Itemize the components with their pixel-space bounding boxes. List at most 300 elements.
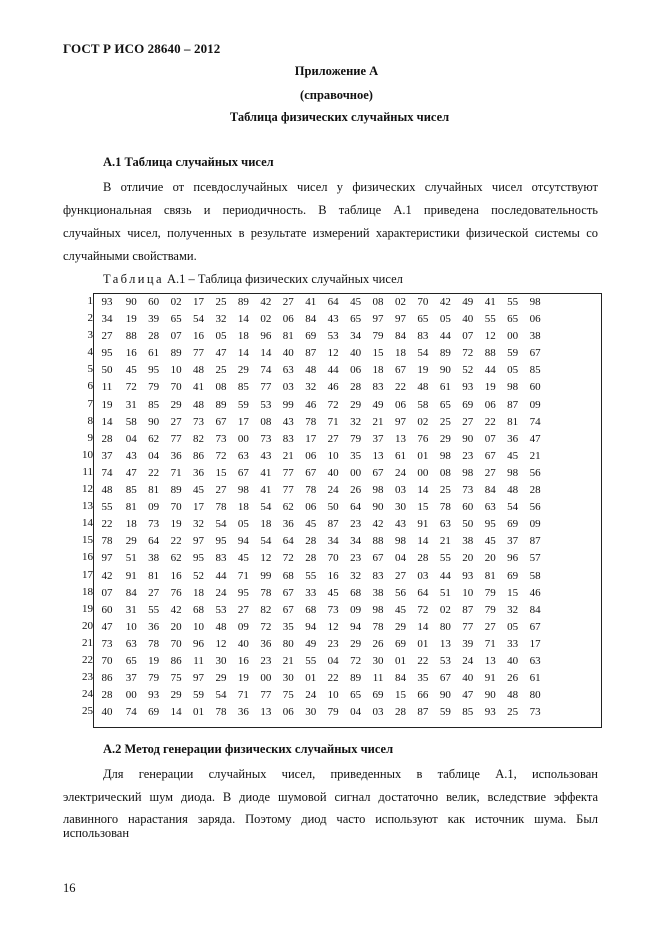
table-cell: 48 <box>507 484 519 497</box>
table-cell: 21 <box>282 654 294 667</box>
table-cell: 16 <box>193 330 205 343</box>
table-cell: 09 <box>148 501 160 514</box>
table-cell: 11 <box>101 381 113 394</box>
table-cell: 08 <box>439 466 451 479</box>
table-cell: 44 <box>327 364 339 377</box>
table-cell: 05 <box>439 313 451 326</box>
table-cell: 83 <box>372 569 384 582</box>
table-cell: 28 <box>394 706 406 719</box>
table-cell: 19 <box>170 518 182 531</box>
table-row <box>94 379 601 396</box>
table-cell: 97 <box>193 535 205 548</box>
table-cell: 98 <box>394 535 406 548</box>
table-cell: 83 <box>417 330 429 343</box>
table-cell: 43 <box>125 449 137 462</box>
table-cell: 38 <box>462 535 474 548</box>
table-cell: 00 <box>260 672 272 685</box>
table-cell: 09 <box>350 603 362 616</box>
table-cell: 07 <box>170 330 182 343</box>
table-cell: 63 <box>484 501 496 514</box>
table-cell: 80 <box>529 689 541 702</box>
table-cell: 36 <box>237 706 249 719</box>
table-cell: 15 <box>507 586 519 599</box>
table-cell: 44 <box>484 364 496 377</box>
table-cell: 05 <box>507 364 519 377</box>
table-cell: 78 <box>372 620 384 633</box>
page-number: 16 <box>63 881 76 895</box>
table-cell: 77 <box>260 381 272 394</box>
table-cell: 79 <box>327 706 339 719</box>
table-cell: 47 <box>215 347 227 360</box>
table-cell: 29 <box>237 364 249 377</box>
table-cell: 55 <box>305 569 317 582</box>
table-cell: 62 <box>148 432 160 445</box>
table-cell: 27 <box>484 466 496 479</box>
table-cell: 23 <box>350 518 362 531</box>
row-number: 14 <box>82 517 93 530</box>
table-cell: 45 <box>125 364 137 377</box>
table-cell: 66 <box>417 689 429 702</box>
table-cell: 89 <box>350 672 362 685</box>
row-number: 11 <box>82 465 93 478</box>
table-cell: 07 <box>101 586 113 599</box>
table-cell: 73 <box>529 706 541 719</box>
table-cell: 43 <box>282 415 294 428</box>
table-cell: 51 <box>125 552 137 565</box>
table-cell: 73 <box>148 518 160 531</box>
table-cell: 06 <box>394 398 406 411</box>
table-cell: 88 <box>484 347 496 360</box>
table-cell: 81 <box>484 569 496 582</box>
table-cell: 47 <box>529 432 541 445</box>
table-row <box>94 550 601 567</box>
table-cell: 19 <box>417 364 429 377</box>
table-cell: 72 <box>125 381 137 394</box>
table-cell: 81 <box>148 484 160 497</box>
table-cell: 78 <box>305 415 317 428</box>
table-cell: 70 <box>170 637 182 650</box>
table-cell: 21 <box>282 449 294 462</box>
table-row <box>94 585 601 602</box>
table-cell: 21 <box>372 415 384 428</box>
table-caption-label: Таблица <box>103 272 164 286</box>
table-cell: 27 <box>327 432 339 445</box>
table-cell: 45 <box>394 603 406 616</box>
table-row <box>94 397 601 414</box>
table-cell: 65 <box>417 313 429 326</box>
table-cell: 19 <box>484 381 496 394</box>
table-cell: 98 <box>462 466 474 479</box>
table-cell: 19 <box>125 313 137 326</box>
table-row <box>94 311 601 328</box>
table-cell: 98 <box>529 296 541 308</box>
table-cell: 99 <box>282 398 294 411</box>
row-number: 19 <box>82 602 93 615</box>
row-number: 2 <box>87 312 93 325</box>
table-cell: 23 <box>260 654 272 667</box>
table-cell: 38 <box>148 552 160 565</box>
table-cell: 56 <box>529 501 541 514</box>
table-cell: 64 <box>327 296 339 308</box>
row-number: 8 <box>87 414 93 427</box>
table-cell: 11 <box>193 654 204 667</box>
table-cell: 95 <box>237 586 249 599</box>
table-cell: 28 <box>417 552 429 565</box>
table-cell: 80 <box>439 620 451 633</box>
table-cell: 04 <box>125 432 137 445</box>
table-row <box>94 482 601 499</box>
table-cell: 70 <box>170 501 182 514</box>
table-cell: 06 <box>529 313 541 326</box>
table-cell: 87 <box>529 535 541 548</box>
row-number: 23 <box>82 671 93 684</box>
table-cell: 29 <box>170 689 182 702</box>
table-cell: 54 <box>260 501 272 514</box>
table-cell: 43 <box>260 449 272 462</box>
table-cell: 95 <box>148 364 160 377</box>
table-cell: 27 <box>237 603 249 616</box>
table-cell: 72 <box>215 449 227 462</box>
table-cell: 79 <box>148 672 160 685</box>
table-cell: 97 <box>394 313 406 326</box>
table-cell: 97 <box>193 672 205 685</box>
table-cell: 32 <box>350 415 362 428</box>
table-cell: 71 <box>484 637 496 650</box>
table-cell: 02 <box>439 603 451 616</box>
table-cell: 76 <box>417 432 429 445</box>
table-cell: 45 <box>193 484 205 497</box>
table-cell: 28 <box>305 552 317 565</box>
table-cell: 48 <box>507 689 519 702</box>
table-cell: 75 <box>170 672 182 685</box>
table-cell: 96 <box>507 552 519 565</box>
table-cell: 30 <box>282 672 294 685</box>
table-row <box>94 328 601 345</box>
table-cell: 48 <box>193 364 205 377</box>
table-cell: 17 <box>305 432 317 445</box>
table-cell: 72 <box>260 620 272 633</box>
table-cell: 02 <box>260 313 272 326</box>
table-cell: 16 <box>170 569 182 582</box>
table-cell: 00 <box>237 432 249 445</box>
table-cell: 25 <box>507 706 519 719</box>
table-cell: 41 <box>484 296 496 308</box>
table-cell: 99 <box>260 569 272 582</box>
table-cell: 16 <box>125 347 137 360</box>
table-cell: 40 <box>350 347 362 360</box>
table-cell: 98 <box>372 603 384 616</box>
table-cell: 08 <box>372 296 384 308</box>
table-cell: 09 <box>529 398 541 411</box>
table-cell: 02 <box>394 296 406 308</box>
table-cell: 01 <box>417 449 429 462</box>
table-cell: 89 <box>170 347 182 360</box>
table-cell: 35 <box>350 449 362 462</box>
table-cell: 60 <box>101 603 113 616</box>
table-row <box>94 345 601 362</box>
paragraph-line: случайными свойствами. <box>63 249 197 263</box>
table-cell: 01 <box>417 637 429 650</box>
table-cell: 77 <box>462 620 474 633</box>
table-cell: 23 <box>327 637 339 650</box>
table-cell: 87 <box>462 603 474 616</box>
table-cell: 50 <box>462 518 474 531</box>
table-row <box>94 533 601 550</box>
table-cell: 74 <box>529 415 541 428</box>
table-cell: 36 <box>148 620 160 633</box>
table-cell: 64 <box>282 535 294 548</box>
table-cell: 14 <box>101 415 113 428</box>
table-cell: 78 <box>215 706 227 719</box>
table-cell: 73 <box>462 484 474 497</box>
table-cell: 27 <box>101 330 113 343</box>
table-cell: 59 <box>439 706 451 719</box>
table-cell: 86 <box>193 449 205 462</box>
table-cell: 67 <box>215 415 227 428</box>
table-cell: 18 <box>394 347 406 360</box>
table-cell: 49 <box>462 296 474 308</box>
table-cell: 58 <box>529 569 541 582</box>
table-cell: 90 <box>439 364 451 377</box>
table-cell: 90 <box>462 432 474 445</box>
table-cell: 95 <box>215 535 227 548</box>
table-cell: 36 <box>507 432 519 445</box>
table-cell: 56 <box>394 586 406 599</box>
table-cell: 95 <box>193 552 205 565</box>
table-cell: 22 <box>101 518 113 531</box>
table-cell: 35 <box>417 672 429 685</box>
table-cell: 90 <box>439 689 451 702</box>
table-cell: 76 <box>170 586 182 599</box>
table-cell: 69 <box>462 398 474 411</box>
table-cell: 67 <box>372 552 384 565</box>
table-cell: 45 <box>350 296 362 308</box>
table-cell: 29 <box>350 637 362 650</box>
table-cell: 72 <box>417 603 429 616</box>
table-cell: 61 <box>148 347 160 360</box>
table-cell: 02 <box>417 415 429 428</box>
table-cell: 24 <box>394 466 406 479</box>
table-cell: 64 <box>350 501 362 514</box>
table-cell: 03 <box>394 484 406 497</box>
table-cell: 77 <box>282 466 294 479</box>
table-cell: 63 <box>125 637 137 650</box>
table-cell: 28 <box>148 330 160 343</box>
table-cell: 67 <box>484 449 496 462</box>
table-cell: 18 <box>372 364 384 377</box>
table-cell: 85 <box>125 484 137 497</box>
table-cell: 70 <box>327 552 339 565</box>
table-cell: 81 <box>282 330 294 343</box>
table-cell: 84 <box>394 330 406 343</box>
table-cell: 67 <box>282 603 294 616</box>
table-cell: 10 <box>327 689 339 702</box>
table-cell: 69 <box>507 569 519 582</box>
table-cell: 98 <box>372 484 384 497</box>
table-cell: 70 <box>417 296 429 308</box>
table-cell: 40 <box>327 466 339 479</box>
row-number: 22 <box>82 653 93 666</box>
paragraph-line: электрический шум диода. В диоде шумовой сигнал достаточно велик, вследствие эффекта <box>63 790 598 804</box>
table-row <box>94 670 601 687</box>
table-cell: 91 <box>484 672 496 685</box>
table-cell: 22 <box>327 672 339 685</box>
table-cell: 42 <box>101 569 113 582</box>
table-cell: 27 <box>282 296 294 308</box>
table-cell: 13 <box>484 654 496 667</box>
table-cell: 46 <box>305 398 317 411</box>
table-cell: 42 <box>260 296 272 308</box>
table-cell: 33 <box>507 637 519 650</box>
table-cell: 34 <box>350 535 362 548</box>
table-cell: 27 <box>170 415 182 428</box>
table-cell: 18 <box>260 518 272 531</box>
table-cell: 93 <box>148 689 160 702</box>
table-cell: 54 <box>417 347 429 360</box>
paragraph-line: случайных чисел, полученных в результате измерений характеристики физической системы со <box>63 226 598 240</box>
row-number-column <box>67 293 93 720</box>
table-cell: 01 <box>305 672 317 685</box>
table-cell: 73 <box>260 432 272 445</box>
table-cell: 13 <box>439 637 451 650</box>
table-cell: 27 <box>215 484 227 497</box>
table-cell: 86 <box>101 672 113 685</box>
table-cell: 98 <box>507 466 519 479</box>
table-cell: 04 <box>327 654 339 667</box>
table-cell: 25 <box>439 415 451 428</box>
table-cell: 79 <box>148 381 160 394</box>
table-cell: 22 <box>148 466 160 479</box>
table-cell: 23 <box>350 552 362 565</box>
table-cell: 40 <box>507 654 519 667</box>
table-cell: 05 <box>507 620 519 633</box>
table-cell: 71 <box>327 415 339 428</box>
table-row <box>94 465 601 482</box>
table-cell: 32 <box>305 381 317 394</box>
row-number: 24 <box>82 688 93 701</box>
row-number: 4 <box>87 346 93 359</box>
table-cell: 40 <box>462 313 474 326</box>
table-cell: 47 <box>462 689 474 702</box>
table-cell: 19 <box>101 398 113 411</box>
table-cell: 02 <box>170 296 182 308</box>
table-cell: 51 <box>439 586 451 599</box>
table-caption-text: А.1 – Таблица физических случайных чисел <box>163 272 403 286</box>
table-cell: 48 <box>215 620 227 633</box>
table-cell: 17 <box>529 637 541 650</box>
table-cell: 34 <box>327 535 339 548</box>
row-number: 25 <box>82 705 93 718</box>
table-cell: 40 <box>462 672 474 685</box>
table-cell: 47 <box>125 466 137 479</box>
table-cell: 29 <box>215 672 227 685</box>
table-cell: 39 <box>148 313 160 326</box>
table-cell: 03 <box>417 569 429 582</box>
paragraph-line: лавинного нарастания заряда. Поэтому диод часто используют как источник шума. Был использован <box>63 812 598 840</box>
table-cell: 25 <box>215 364 227 377</box>
table-cell: 70 <box>170 381 182 394</box>
table-cell: 26 <box>350 484 362 497</box>
table-cell: 05 <box>215 330 227 343</box>
table-cell: 15 <box>394 689 406 702</box>
table-cell: 79 <box>484 586 496 599</box>
table-cell: 26 <box>507 672 519 685</box>
table-cell: 12 <box>327 620 339 633</box>
table-cell: 00 <box>125 689 137 702</box>
table-cell: 84 <box>484 484 496 497</box>
table-cell: 38 <box>529 330 541 343</box>
table-cell: 14 <box>260 347 272 360</box>
table-cell: 12 <box>215 637 227 650</box>
table-cell: 77 <box>193 347 205 360</box>
table-cell: 73 <box>215 432 227 445</box>
table-cell: 09 <box>237 620 249 633</box>
table-row <box>94 516 601 533</box>
table-cell: 87 <box>327 518 339 531</box>
table-cell: 29 <box>394 620 406 633</box>
table-cell: 65 <box>125 654 137 667</box>
table-cell: 22 <box>484 415 496 428</box>
table-cell: 78 <box>148 637 160 650</box>
table-cell: 67 <box>439 672 451 685</box>
table-cell: 10 <box>170 364 182 377</box>
table-cell: 79 <box>372 330 384 343</box>
table-cell: 72 <box>327 398 339 411</box>
table-cell: 34 <box>350 330 362 343</box>
table-cell: 04 <box>394 552 406 565</box>
section-1-title: А.1 Таблица случайных чисел <box>103 155 274 169</box>
table-cell: 77 <box>282 484 294 497</box>
table-cell: 82 <box>260 603 272 616</box>
table-cell: 62 <box>282 501 294 514</box>
table-row <box>94 653 601 670</box>
table-cell: 46 <box>327 381 339 394</box>
table-cell: 01 <box>193 706 205 719</box>
table-cell: 85 <box>237 381 249 394</box>
table-cell: 58 <box>125 415 137 428</box>
table-cell: 65 <box>507 313 519 326</box>
table-cell: 08 <box>215 381 227 394</box>
table-cell: 70 <box>101 654 113 667</box>
table-cell: 06 <box>282 706 294 719</box>
row-number: 1 <box>87 295 93 307</box>
table-cell: 59 <box>237 398 249 411</box>
table-row <box>94 704 601 721</box>
table-cell: 64 <box>148 535 160 548</box>
table-cell: 88 <box>125 330 137 343</box>
table-cell: 32 <box>350 569 362 582</box>
table-cell: 37 <box>372 432 384 445</box>
table-cell: 72 <box>282 552 294 565</box>
table-cell: 35 <box>282 620 294 633</box>
row-number: 17 <box>82 568 93 581</box>
table-cell: 01 <box>394 654 406 667</box>
appendix-subtitle: (справочное) <box>300 88 373 102</box>
table-cell: 69 <box>148 706 160 719</box>
row-number: 9 <box>87 431 93 444</box>
table-cell: 19 <box>237 672 249 685</box>
table-cell: 42 <box>170 603 182 616</box>
table-cell: 17 <box>193 501 205 514</box>
table-row <box>94 448 601 465</box>
table-cell: 06 <box>484 398 496 411</box>
table-cell: 18 <box>237 330 249 343</box>
table-cell: 78 <box>215 501 227 514</box>
section-2-title: А.2 Метод генерации физических случайных чисел <box>103 742 394 756</box>
table-cell: 90 <box>484 689 496 702</box>
row-number: 6 <box>87 380 93 393</box>
table-cell: 40 <box>101 706 113 719</box>
